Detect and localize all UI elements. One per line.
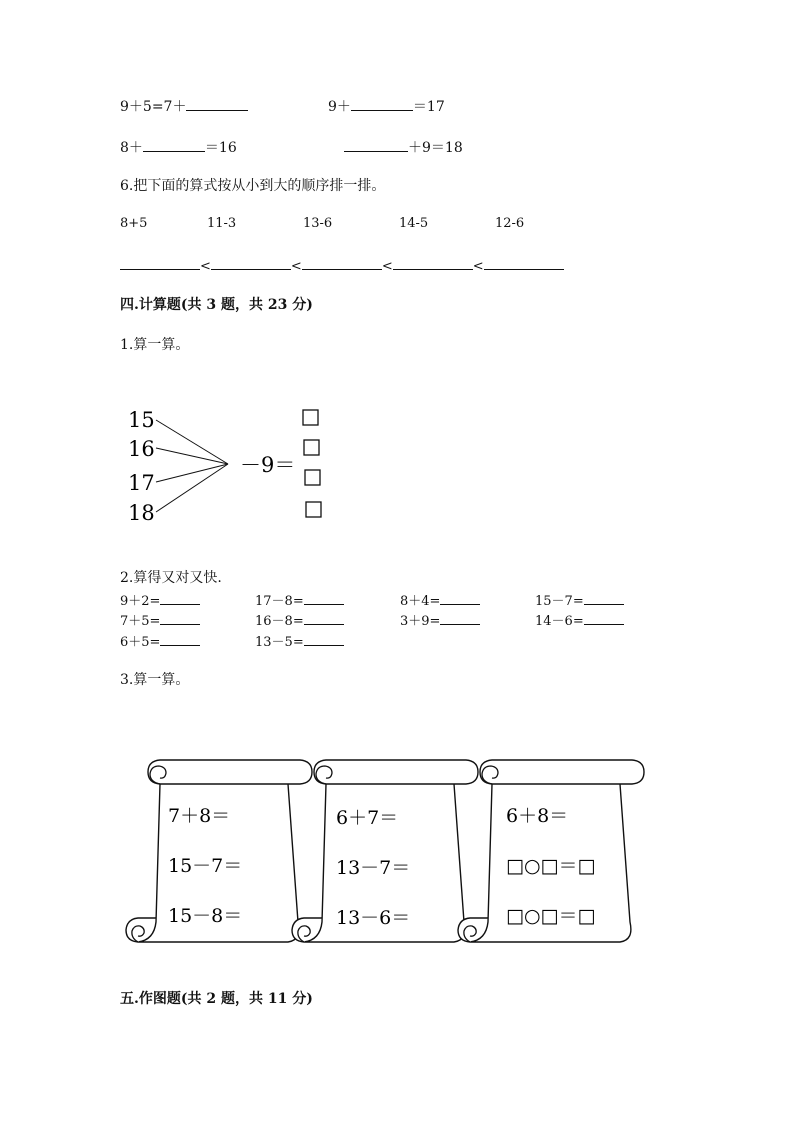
quick-calc-expression: 13－5=: [255, 635, 304, 650]
problem-title: 3.算一算。: [120, 672, 190, 688]
connector-line: [156, 420, 228, 464]
section-heading: 五.作图题(共 2 题，共 11 分): [120, 991, 313, 1007]
quick-calc-expression: 3＋9=: [400, 614, 441, 629]
answer-blank[interactable]: [304, 611, 344, 625]
section-heading: 四.计算题(共 3 题，共 23 分): [120, 297, 313, 313]
scroll-line: 6＋7＝: [336, 807, 399, 829]
number-16: 16: [128, 437, 155, 461]
quick-calc-expression: 8＋4=: [400, 594, 441, 609]
answer-blank[interactable]: [344, 138, 408, 152]
q6-expression: 14-5: [399, 216, 429, 231]
answer-blank[interactable]: [584, 611, 624, 625]
order-blank[interactable]: [302, 256, 382, 270]
scroll-line: □○□＝□: [506, 855, 596, 877]
quick-calc-expression: 9＋2=: [120, 594, 161, 609]
answer-box[interactable]: [304, 440, 319, 455]
quick-calc-item: [535, 610, 624, 629]
scroll-line: 13－6＝: [336, 907, 411, 929]
quick-calc-item: [400, 610, 480, 629]
scroll-line: 15－8＝: [168, 905, 243, 927]
connector-line: [156, 464, 228, 512]
problem-title: 2.算得又对又快.: [120, 570, 222, 586]
connector-line: [156, 448, 228, 464]
answer-blank[interactable]: [440, 591, 480, 605]
quick-calc-item: [535, 590, 624, 609]
answer-blank[interactable]: [304, 632, 344, 646]
equation-text: 8＋: [120, 140, 143, 156]
number-17: 17: [128, 471, 155, 495]
q6-expression: 8+5: [120, 216, 148, 231]
quick-calc-item: [255, 590, 344, 609]
quick-calc-item: [120, 631, 200, 650]
quick-calc-item: [120, 590, 200, 609]
equation-text: ＋9＝18: [408, 140, 463, 156]
answer-blank[interactable]: [584, 591, 624, 605]
quick-calc-expression: 7＋5=: [120, 614, 161, 629]
fill-row2-left: [120, 137, 237, 157]
fill-row1-left: [120, 96, 248, 116]
fill-row2-right: [344, 137, 463, 157]
quick-calc-expression: 14－6=: [535, 614, 584, 629]
number-18: 18: [128, 501, 155, 525]
order-blank[interactable]: [120, 256, 200, 270]
quick-calc-item: [400, 590, 480, 609]
q6-expression: 11-3: [207, 216, 237, 231]
quick-calc-item: [255, 610, 344, 629]
answer-blank[interactable]: [160, 611, 200, 625]
order-blank[interactable]: [211, 256, 291, 270]
answer-blank[interactable]: [186, 97, 248, 111]
quick-calc-expression: 16－8=: [255, 614, 304, 629]
q6-expression: 13-6: [303, 216, 333, 231]
quick-calc-expression: 17－8=: [255, 594, 304, 609]
equation-text: 9＋5=7＋: [120, 99, 187, 115]
less-than-sign: <: [290, 259, 302, 274]
answer-blank[interactable]: [440, 611, 480, 625]
quick-calc-item: [120, 610, 200, 629]
quick-calc-expression: 15－7=: [535, 594, 584, 609]
answer-blank[interactable]: [160, 632, 200, 646]
q6-title: 6.把下面的算式按从小到大的顺序排一排。: [120, 178, 386, 194]
scroll-panels: [120, 752, 680, 952]
answer-blank[interactable]: [304, 591, 344, 605]
subtraction-fan-diagram: [120, 400, 340, 530]
q6-expression: 12-6: [495, 216, 525, 231]
less-than-sign: <: [381, 259, 393, 274]
scroll-line: 6＋8＝: [506, 805, 569, 827]
answer-blank[interactable]: [160, 591, 200, 605]
less-than-sign: <: [200, 259, 211, 274]
order-blank[interactable]: [484, 256, 564, 270]
fill-row1-right: [328, 96, 445, 116]
operation-label: －9＝: [240, 453, 296, 477]
answer-blank[interactable]: [351, 97, 413, 111]
quick-calc-item: [255, 631, 344, 650]
less-than-sign: <: [472, 259, 484, 274]
equation-text: 9＋: [328, 99, 351, 115]
number-15: 15: [128, 408, 155, 432]
scroll-line: □○□＝□: [506, 905, 596, 927]
problem-title: 1.算一算。: [120, 337, 190, 353]
scroll-line: 15－7＝: [168, 855, 243, 877]
connector-line: [156, 464, 228, 482]
scroll-line: 7＋8＝: [168, 805, 231, 827]
q6-order-blanks: [120, 256, 564, 274]
equation-text: ＝16: [204, 140, 237, 156]
answer-blank[interactable]: [143, 138, 205, 152]
answer-box[interactable]: [305, 470, 320, 485]
answer-box[interactable]: [303, 410, 318, 425]
equation-text: ＝17: [412, 99, 445, 115]
quick-calc-expression: 6＋5=: [120, 635, 161, 650]
order-blank[interactable]: [393, 256, 473, 270]
answer-box[interactable]: [306, 502, 321, 517]
scroll-line: 13－7＝: [336, 857, 411, 879]
